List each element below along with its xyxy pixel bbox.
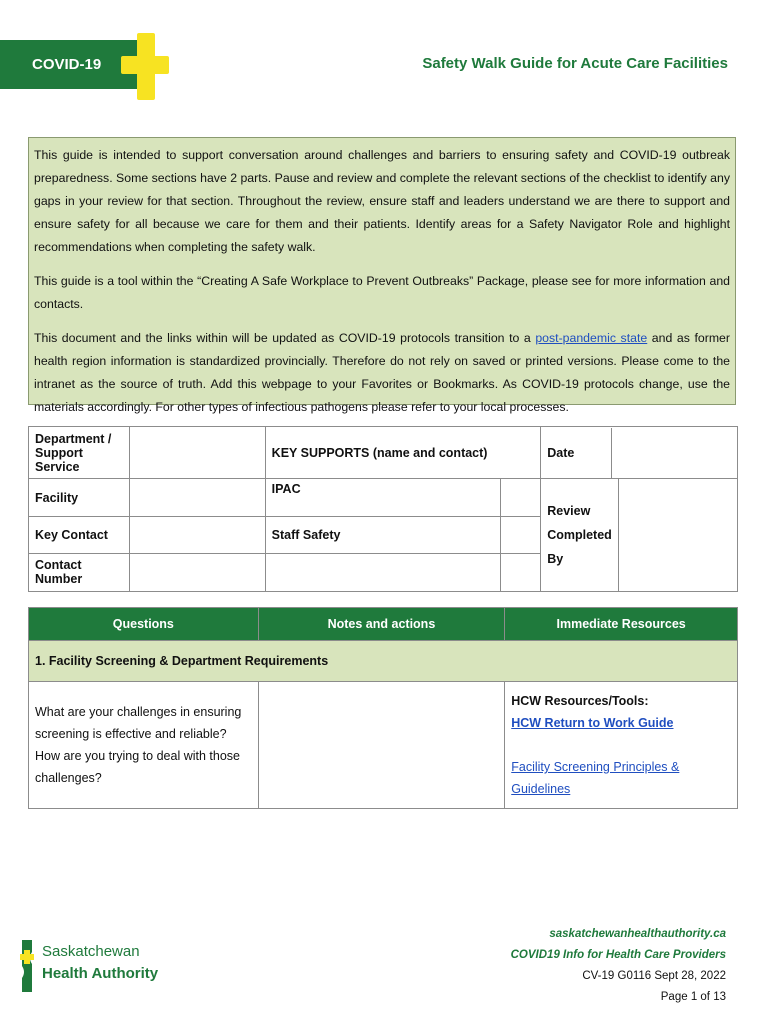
header-resources: Immediate Resources <box>505 608 738 641</box>
ipac-field[interactable] <box>501 479 541 517</box>
contact-number-label: Contact Number <box>29 553 130 591</box>
intro-p3-end: and as former health region information is standardized provincially. Therefore do not rely on saved or printed versions. Please come to the intranet as the source of truth. Add this webpage to your Favorites or Bookmarks. As COVID-19 protocols change, use the materials accordingly. For other types of infectious pathogens please refer to your local processes. <box>34 331 730 414</box>
header-questions: Questions <box>29 608 259 641</box>
questions-table <box>28 607 738 809</box>
covid-banner-label: COVID-19 <box>32 56 102 73</box>
post-pandemic-state-link[interactable]: post-pandemic state <box>535 331 648 345</box>
key-contact-label: Key Contact <box>29 517 130 553</box>
review-completed-field[interactable] <box>618 479 737 591</box>
sha-logo-text <box>42 941 158 985</box>
contact-number-field[interactable] <box>129 553 265 591</box>
section-title: 1. Facility Screening & Department Requirements <box>29 641 738 682</box>
date-field[interactable] <box>612 428 737 478</box>
date-label: Date <box>541 428 612 478</box>
staff-safety-field[interactable] <box>501 517 541 553</box>
logo-line-1: Saskatchewan <box>42 943 140 960</box>
footer-info <box>511 924 726 1008</box>
contact-number-extra[interactable] <box>265 553 501 591</box>
document-code: CV-19 G0116 Sept 28, 2022 <box>582 970 726 982</box>
intro-paragraph-3 <box>34 327 730 419</box>
review-cell <box>541 479 738 592</box>
facility-label: Facility <box>29 479 130 517</box>
sha-logo-icon <box>16 938 38 994</box>
document-title: Safety Walk Guide for Acute Care Facilities <box>422 55 728 72</box>
page-number: Page 1 of 13 <box>660 991 726 1003</box>
facility-field[interactable] <box>129 479 265 517</box>
staff-safety-label: Staff Safety <box>265 517 501 553</box>
intro-paragraph-2: This guide is a tool within the “Creating A Safe Workplace to Prevent Outbreaks” Package, please see for more information and contacts. <box>34 274 730 311</box>
intro-p3-start: This document and the links within will be updated as COVID-19 protocols transition to a <box>34 331 536 345</box>
date-cell <box>541 427 738 479</box>
notes-field[interactable] <box>258 682 505 809</box>
plus-icon-horizontal <box>121 56 169 74</box>
contact-number-extra-2[interactable] <box>501 553 541 591</box>
hcw-return-to-work-link[interactable]: HCW Return to Work Guide <box>511 716 674 730</box>
department-label: Department / Support Service <box>29 427 130 479</box>
key-contact-field[interactable] <box>129 517 265 553</box>
resources-cell <box>505 682 738 809</box>
website-link[interactable]: saskatchewanhealthauthority.ca <box>549 928 726 940</box>
intro-paragraph-1: This guide is intended to support conversation around challenges and barriers to ensuring safety and COVID-19 outbreak preparedness. Some sections have 2 parts. Pause and review and complete the relevant sections of the checklist to identify any gaps in your review for that section. Throughout the review, ensure staff and leaders understand we are there to support and ensure safety for all because we care for them and their patients. Identify areas for a Safety Navigator Role and highlight recommendations when completing the safety walk. <box>34 148 730 254</box>
intro-panel <box>28 137 736 414</box>
resources-heading: HCW Resources/Tools: <box>511 694 649 708</box>
department-field[interactable] <box>129 427 265 479</box>
facility-screening-link[interactable]: Facility Screening Principles & Guidelines <box>511 760 680 796</box>
key-supports-label: KEY SUPPORTS (name and contact) <box>265 427 541 479</box>
logo-line-2: Health Authority <box>42 965 159 982</box>
question-text: What are your challenges in ensuring screening is effective and reliable? How are you trying to deal with those challenges? <box>29 682 259 809</box>
ipac-label: IPAC <box>265 479 501 517</box>
header-notes: Notes and actions <box>258 608 505 641</box>
review-completed-label: Review Completed By <box>541 479 618 591</box>
covid-info-link[interactable]: COVID19 Info for Health Care Providers <box>510 949 726 961</box>
info-table <box>28 426 738 592</box>
